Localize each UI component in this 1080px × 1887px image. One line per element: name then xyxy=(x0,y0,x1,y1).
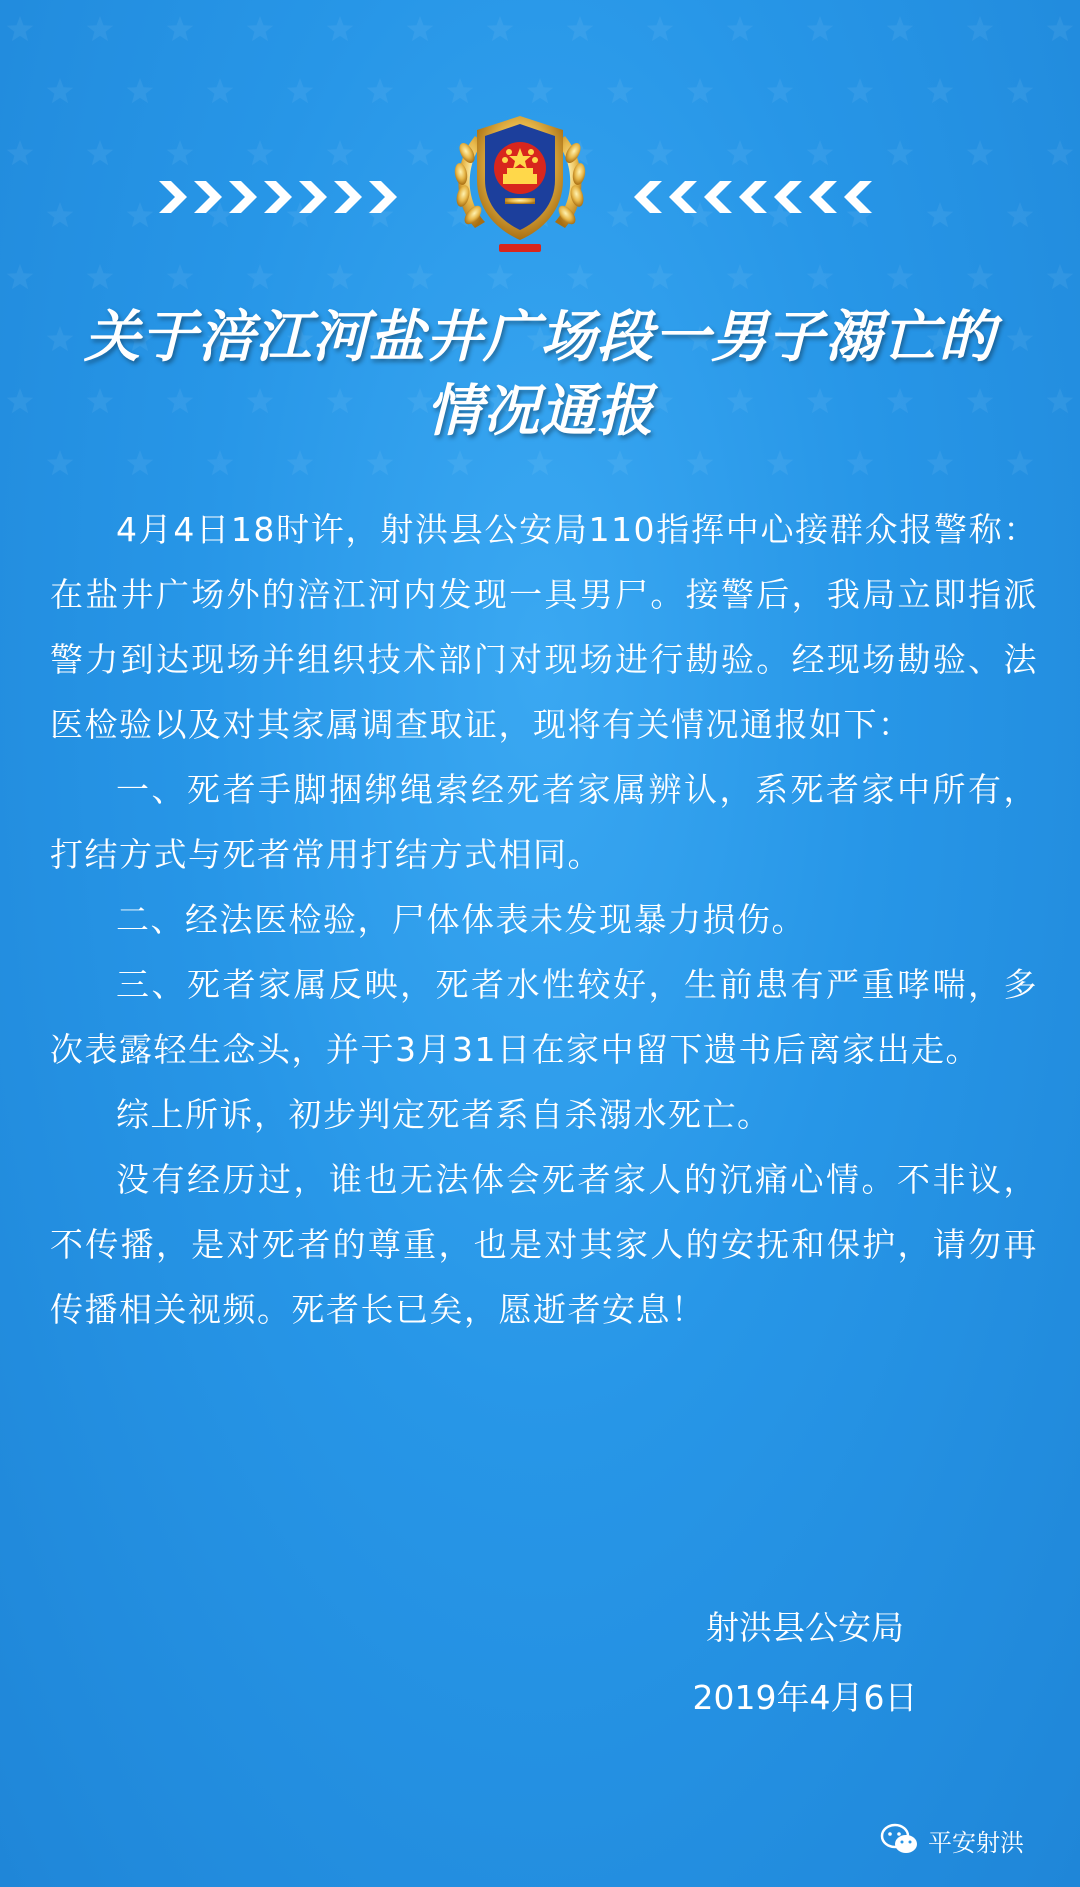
chevrons-right-decoration-icon xyxy=(155,175,410,219)
background-star-icon xyxy=(567,16,594,41)
chevron-icon xyxy=(809,181,837,213)
background-star-icon xyxy=(1047,140,1074,165)
background-star-icon xyxy=(407,264,434,289)
background-star-icon xyxy=(407,16,434,41)
signature-organization: 射洪县公安局 xyxy=(706,1608,904,1647)
background-star-icon xyxy=(887,16,914,41)
background-star-icon xyxy=(367,450,394,475)
background-star-icon xyxy=(327,264,354,289)
background-star-icon xyxy=(1047,264,1074,289)
paragraph-point-2: 二、经法医检验，尸体体表未发现暴力损伤。 xyxy=(116,900,806,939)
background-star-icon xyxy=(807,16,834,41)
background-star-icon xyxy=(247,16,274,41)
background-star-icon xyxy=(887,264,914,289)
background-star-icon xyxy=(1047,16,1074,41)
background-star-icon xyxy=(7,388,34,413)
background-star-icon xyxy=(327,16,354,41)
paragraph-intro: 4月4日18时许，射洪县公安局110指挥中心接群众报警称：在盐井广场外的涪江河内发现一具男尸。接警后，我局立即指派警力到达现场并组织技术部门对现场进行勘验。经现场勘验、法医检验以及对其家属调查取证，现将有关情况通报如下： xyxy=(50,510,1038,744)
account-watermark xyxy=(880,1820,1024,1860)
background-star-icon xyxy=(487,264,514,289)
background-star-icon xyxy=(47,450,74,475)
background-star-icon xyxy=(647,140,674,165)
background-star-icon xyxy=(647,264,674,289)
background-star-icon xyxy=(287,78,314,103)
background-star-icon xyxy=(247,264,274,289)
background-star-icon xyxy=(447,78,474,103)
chevron-icon xyxy=(774,181,802,213)
background-star-icon xyxy=(927,78,954,103)
paragraph-point-1: 一、死者手脚捆绑绳索经死者家属辨认，系死者家中所有，打结方式与死者常用打结方式相同。 xyxy=(50,770,1038,874)
chevron-icon xyxy=(299,181,327,213)
background-star-icon xyxy=(847,78,874,103)
background-star-icon xyxy=(487,16,514,41)
background-star-icon xyxy=(287,450,314,475)
background-star-icon xyxy=(127,78,154,103)
paragraph-conclusion: 综上所诉，初步判定死者系自杀溺水死亡。 xyxy=(116,1095,772,1134)
background-star-icon xyxy=(887,140,914,165)
page-title-line-1: 关于涪江河盐井广场段一男子溺亡的 xyxy=(84,304,996,370)
paragraph-appeal: 没有经历过，谁也无法体会死者家人的沉痛心情。不非议，不传播，是对死者的尊重，也是对其家人的安抚和保护，请勿再传播相关视频。死者长已矣，愿逝者安息！ xyxy=(50,1160,1038,1329)
paragraph-point-3: 三、死者家属反映，死者水性较好，生前患有严重哮喘，多次表露轻生念头，并于3月31日在家中留下遗书后离家出走。 xyxy=(50,965,1038,1069)
background-star-icon xyxy=(967,140,994,165)
background-star-icon xyxy=(1007,450,1034,475)
police-emblem-icon xyxy=(445,108,595,258)
background-star-icon xyxy=(47,202,74,227)
chevrons-left-decoration-icon xyxy=(630,175,885,219)
background-star-icon xyxy=(447,450,474,475)
chevron-icon xyxy=(739,181,767,213)
chevron-icon xyxy=(369,181,397,213)
chevron-icon xyxy=(264,181,292,213)
background-star-icon xyxy=(87,16,114,41)
background-star-icon xyxy=(527,78,554,103)
background-star-icon xyxy=(967,264,994,289)
background-star-icon xyxy=(167,140,194,165)
chevron-icon xyxy=(334,181,362,213)
background-star-icon xyxy=(727,140,754,165)
background-star-icon xyxy=(1007,78,1034,103)
page-title-line-2: 情况通报 xyxy=(426,378,654,444)
background-star-icon xyxy=(807,264,834,289)
background-star-icon xyxy=(807,140,834,165)
background-star-icon xyxy=(407,140,434,165)
background-star-icon xyxy=(87,264,114,289)
background-star-icon xyxy=(847,450,874,475)
background-star-icon xyxy=(47,78,74,103)
chevron-icon xyxy=(844,181,872,213)
background-star-icon xyxy=(767,450,794,475)
chevron-icon xyxy=(704,181,732,213)
chevron-icon xyxy=(229,181,257,213)
background-star-icon xyxy=(127,450,154,475)
background-star-icon xyxy=(927,202,954,227)
background-star-icon xyxy=(687,78,714,103)
background-star-icon xyxy=(127,202,154,227)
background-star-icon xyxy=(327,140,354,165)
background-star-icon xyxy=(607,78,634,103)
background-star-icon xyxy=(687,450,714,475)
chevron-icon xyxy=(669,181,697,213)
background-star-icon xyxy=(767,78,794,103)
chevron-icon xyxy=(159,181,187,213)
notice-body xyxy=(50,497,1038,1342)
background-star-icon xyxy=(87,140,114,165)
background-star-icon xyxy=(927,450,954,475)
chevron-icon xyxy=(634,181,662,213)
background-star-icon xyxy=(727,264,754,289)
background-star-icon xyxy=(527,450,554,475)
wechat-icon xyxy=(880,1823,920,1857)
background-star-icon xyxy=(247,140,274,165)
background-star-icon xyxy=(7,140,34,165)
background-star-icon xyxy=(7,264,34,289)
background-star-icon xyxy=(167,264,194,289)
chevron-icon xyxy=(194,181,222,213)
background-star-icon xyxy=(967,16,994,41)
background-star-icon xyxy=(7,16,34,41)
background-star-icon xyxy=(567,264,594,289)
background-star-icon xyxy=(167,16,194,41)
watermark-label: 平安射洪 xyxy=(928,1828,1024,1857)
background-star-icon xyxy=(207,450,234,475)
background-star-icon xyxy=(607,450,634,475)
background-star-icon xyxy=(647,16,674,41)
signature-date: 2019年4月6日 xyxy=(692,1678,918,1717)
background-star-icon xyxy=(207,78,234,103)
background-star-icon xyxy=(1007,202,1034,227)
background-star-icon xyxy=(1047,388,1074,413)
background-star-icon xyxy=(367,78,394,103)
background-star-icon xyxy=(727,16,754,41)
